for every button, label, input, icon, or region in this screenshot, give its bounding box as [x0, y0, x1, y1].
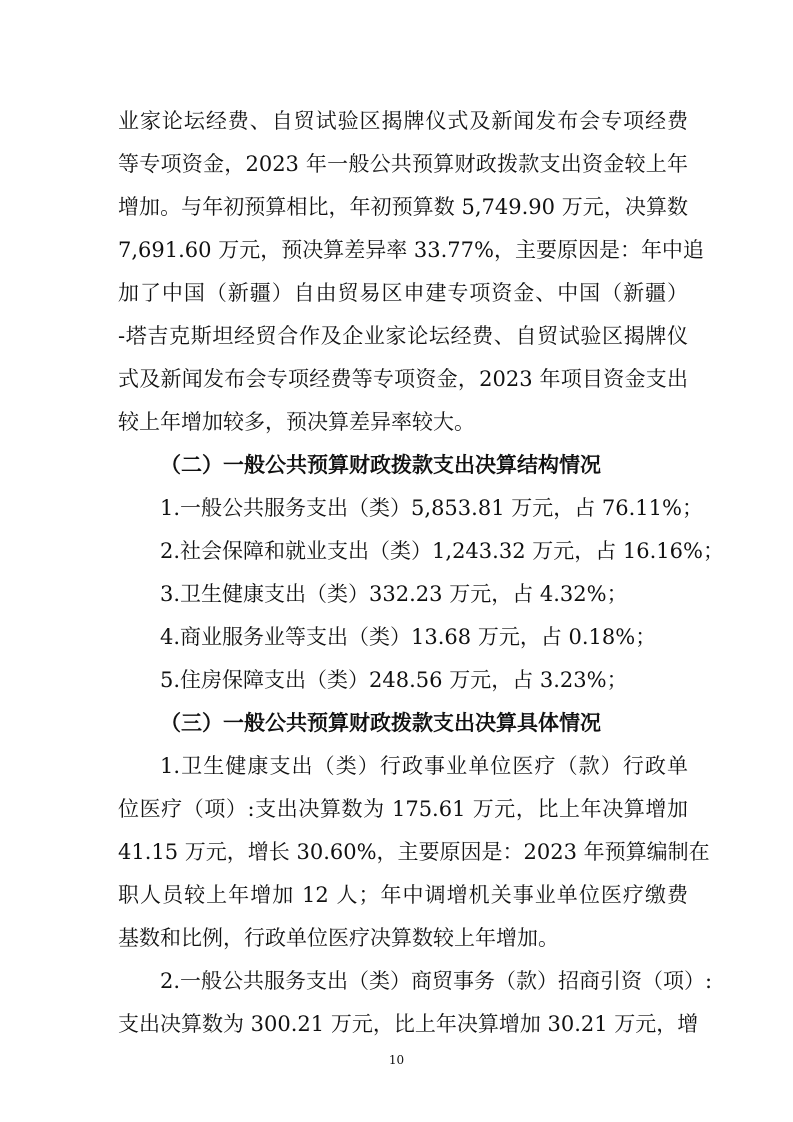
- list-item: 1.一般公共服务支出（类）5,853.81 万元，占 76.11%；: [160, 496, 703, 520]
- list-item: 4.商业服务业等支出（类）13.68 万元，占 0.18%；: [160, 625, 657, 649]
- paragraph-line: 式及新闻发布会专项经费等专项资金，2023 年项目资金支出: [118, 367, 688, 391]
- paragraph-line: -塔吉克斯坦经贸合作及企业家论坛经费、自贸试验区揭牌仪: [118, 324, 688, 348]
- paragraph-line: 增加。与年初预算相比，年初预算数 5,749.90 万元，决算数: [118, 195, 688, 219]
- list-item: 5.住房保障支出（类）248.56 万元，占 3.23%；: [160, 668, 628, 692]
- section-heading: （二）一般公共预算财政拨款支出决算结构情况: [160, 453, 601, 477]
- paragraph-line: 基数和比例，行政单位医疗决算数较上年增加。: [118, 926, 559, 950]
- paragraph-line: 位医疗（项）:支出决算数为 175.61 万元，比上年决算增加: [118, 797, 688, 821]
- paragraph-line: 2.一般公共服务支出（类）商贸事务（款）招商引资（项）:: [160, 969, 713, 993]
- paragraph-line: 较上年增加较多，预决算差异率较大。: [118, 410, 475, 434]
- paragraph-line: 41.15 万元，增长 30.60%，主要原因是：2023 年预算编制在: [118, 840, 710, 864]
- list-item: 2.社会保障和就业支出（类）1,243.32 万元，占 16.16%；: [160, 539, 724, 563]
- paragraph-line: 加了中国（新疆）自由贸易区申建专项资金、中国（新疆）: [118, 281, 688, 305]
- paragraph-line: 1.卫生健康支出（类）行政事业单位医疗（款）行政单: [160, 754, 688, 778]
- paragraph-line: 7,691.60 万元，预决算差异率 33.77%，主要原因是：年中追: [118, 238, 704, 262]
- list-item: 3.卫生健康支出（类）332.23 万元，占 4.32%；: [160, 582, 628, 606]
- paragraph-line: 等专项资金，2023 年一般公共预算财政拨款支出资金较上年: [118, 152, 688, 176]
- page-number: 10: [388, 1053, 405, 1067]
- paragraph-line: 职人员较上年增加 12 人；年中调增机关事业单位医疗缴费: [118, 883, 688, 907]
- paragraph-line: 业家论坛经费、自贸试验区揭牌仪式及新闻发布会专项经费: [118, 109, 688, 133]
- paragraph-line: 支出决算数为 300.21 万元，比上年决算增加 30.21 万元，增: [118, 1012, 699, 1036]
- section-heading: （三）一般公共预算财政拨款支出决算具体情况: [160, 711, 601, 735]
